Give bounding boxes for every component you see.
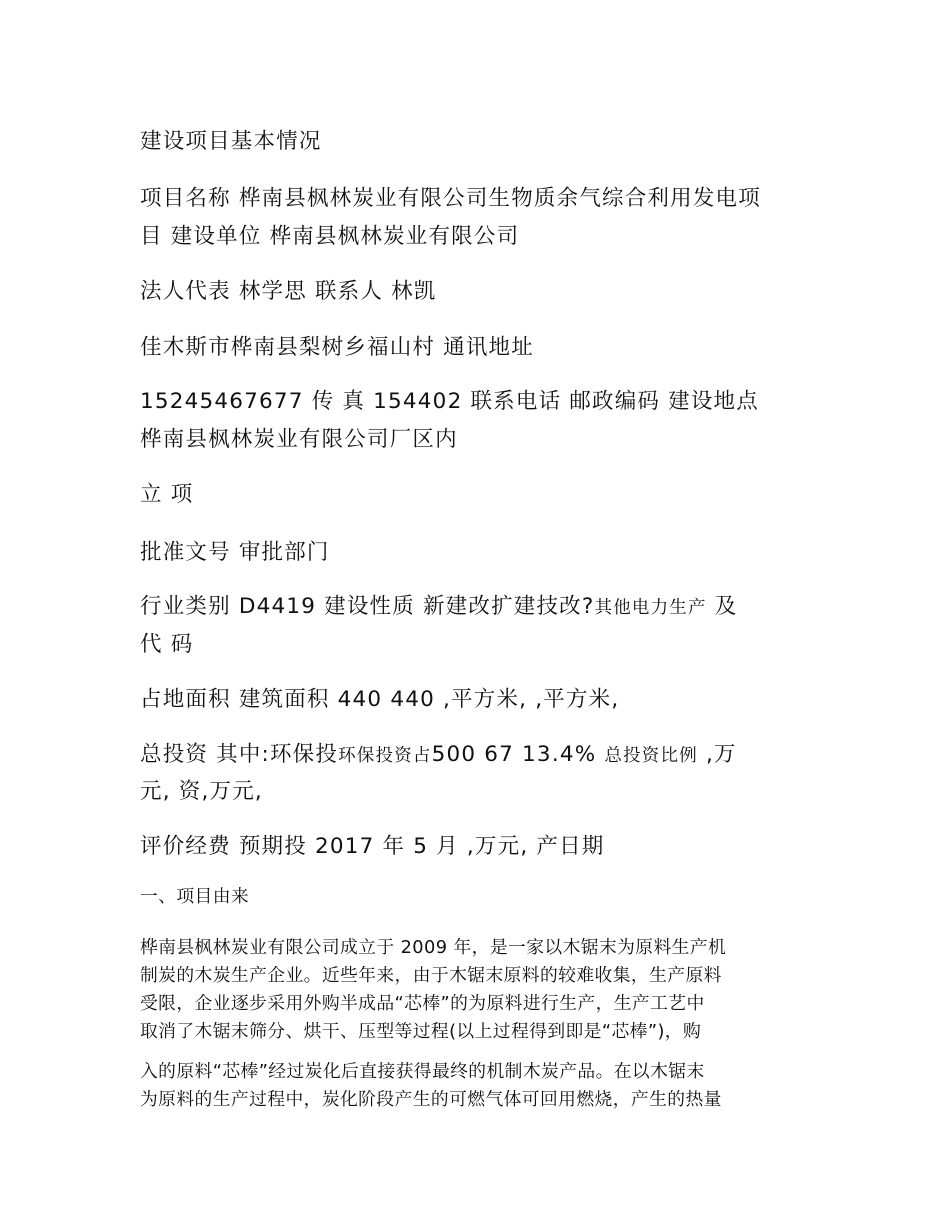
paragraph-line: 受限，企业逐步采用外购半成品“芯棒”的为原料进行生产，生产工艺中 [140, 993, 705, 1014]
paragraph-line: 制炭的木炭生产企业。近些年来，由于木锯末原料的较难收集，生产原料 [140, 965, 722, 986]
section-heading: 一、项目由来 [140, 886, 250, 907]
info-line-approval: 立 项 [140, 482, 194, 507]
info-line-contact: 15245467677 传 真 154402 联系电话 邮政编码 建设地点 [140, 389, 759, 414]
info-line-location: 桦南县枫林炭业有限公司厂区内 [140, 427, 458, 452]
info-line-construction-unit: 目 建设单位 桦南县枫林炭业有限公司 [140, 224, 520, 249]
paragraph-line: 桦南县枫林炭业有限公司成立于 2009 年，是一家以木锯末为原料生产机 [140, 937, 727, 958]
info-line-investment [140, 737, 737, 768]
info-line-project-name: 项目名称 桦南县枫林炭业有限公司生物质余气综合利用发电项 [140, 186, 761, 211]
info-line-investment-cont: 元, 资,万元, [140, 779, 263, 804]
paragraph-line: 入的原料“芯棒”经过炭化后直接获得最终的机制木炭产品。在以木锯末 [140, 1061, 705, 1082]
info-line-industry-code: 代 码 [140, 632, 194, 657]
info-line-industry [140, 589, 737, 620]
paragraph-line: 为原料的生产过程中，炭化阶段产生的可燃气体可回用燃烧，产生的热量 [140, 1089, 722, 1110]
investment-small-2: 总投资比例 [604, 746, 698, 766]
investment-text-end: ,万 [697, 742, 737, 767]
info-line-legal-representative: 法人代表 林学思 联系人 林凯 [140, 279, 437, 304]
paragraph-line: 取消了木锯末筛分、烘干、压型等过程(以上过程得到即是“芯棒”)，购 [140, 1021, 702, 1042]
page-title: 建设项目基本情况 [140, 129, 322, 154]
industry-category-small: 其他电力生产 [594, 598, 707, 618]
info-line-address: 佳木斯市桦南县梨树乡福山村 通讯地址 [140, 335, 534, 360]
industry-text-end: 及 [706, 594, 738, 619]
info-line-fee: 评价经费 预期投 2017 年 5 月 ,万元, 产日期 [140, 834, 605, 859]
investment-values: 500 67 13.4% [431, 742, 605, 767]
info-line-approval-number: 批准文号 审批部门 [140, 540, 330, 565]
investment-text: 总投资 其中:环保投 [140, 742, 339, 767]
investment-small-1: 环保投资占 [338, 746, 432, 766]
industry-text: 行业类别 D4419 建设性质 新建改扩建技改? [140, 594, 595, 619]
info-line-area: 占地面积 建筑面积 440 440 ,平方米, ,平方米, [140, 687, 620, 712]
